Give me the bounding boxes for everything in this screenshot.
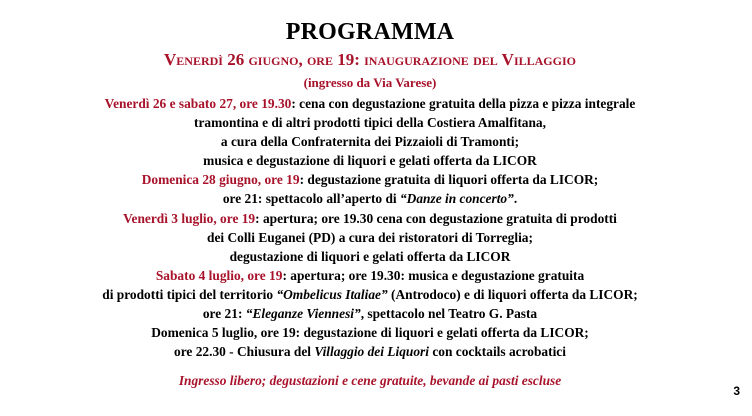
schedule-text: dei Colli Euganei (PD) a cura dei ristoratori di Torreglia; <box>207 229 533 245</box>
schedule-line <box>0 113 740 132</box>
schedule-text: : degustazione gratuita di liquori offerta da LICOR; <box>299 172 599 188</box>
schedule-text: musica e degustazione di liquori e gelati offerta da LICOR <box>203 153 537 169</box>
page-number: 3 <box>733 384 740 398</box>
footer-note: Ingresso libero; degustazioni e cene gratuite, bevande ai pasti escluse <box>178 373 562 388</box>
schedule-line <box>0 228 740 247</box>
schedule-date-label: Domenica 28 giugno, ore 19 <box>141 172 300 188</box>
schedule-line <box>0 247 740 266</box>
schedule-text: con cocktails acrobatici <box>428 344 566 360</box>
schedule-line <box>0 132 740 151</box>
event-title: “Eleganze Viennesi” <box>245 306 361 322</box>
schedule-text: a cura della Confraternita dei Pizzaioli di Tramonti; <box>220 134 520 150</box>
schedule-text: ore 21: <box>202 306 246 322</box>
schedule-line <box>0 189 740 208</box>
schedule-text: , spettacolo nel Teatro G. Pasta <box>360 306 538 322</box>
schedule-text: : cena con degustazione gratuita della pizza e pizza integrale <box>291 96 636 111</box>
schedule-text: tramontina e di altri prodotti tipici della Costiera Amalfitana, <box>194 115 546 131</box>
schedule-line <box>0 304 740 323</box>
entrance-note: (ingresso da Via Varese) <box>303 75 437 90</box>
program-schedule <box>0 94 740 361</box>
schedule-line <box>0 170 740 189</box>
schedule-line <box>0 94 740 113</box>
schedule-date-label: Venerdì 3 luglio, ore 19 <box>123 210 256 226</box>
event-title: Villaggio dei Liquori <box>314 344 429 360</box>
schedule-text: Domenica 5 luglio, ore 19: degustazione di liquori e gelati offerta da LICOR; <box>151 325 589 341</box>
event-title: “Ombelicus Italiae” <box>276 286 388 302</box>
schedule-date-label: Sabato 4 luglio, ore 19 <box>155 267 283 283</box>
schedule-line <box>0 342 740 361</box>
schedule-text: ore 22.30 - Chiusura del <box>174 344 315 360</box>
schedule-line <box>0 323 740 342</box>
schedule-text: . <box>513 191 518 207</box>
schedule-line <box>0 266 740 285</box>
schedule-date-label: Venerdì 26 e sabato 27, ore 19.30 <box>104 96 292 111</box>
schedule-text: (Antrodoco) e di liquori offerta da LICOR; <box>387 286 638 302</box>
schedule-text: di prodotti tipici del territorio <box>102 286 277 302</box>
event-title: “Danze in concerto” <box>399 191 514 207</box>
schedule-text: : apertura; ore 19.30: musica e degustazione gratuita <box>282 267 585 283</box>
opening-announcement: Venerdì 26 giugno, ore 19: inaugurazione del Villaggio <box>164 50 576 69</box>
schedule-text: ore 21: spettacolo all’aperto di <box>222 191 400 207</box>
page-title: PROGRAMMA <box>285 19 455 45</box>
schedule-text: : apertura; ore 19.30 cena con degustazione gratuita di prodotti <box>255 210 617 226</box>
schedule-line <box>0 285 740 304</box>
schedule-text: degustazione di liquori e gelati offerta da LICOR <box>229 248 511 264</box>
schedule-line <box>0 151 740 170</box>
schedule-line <box>0 209 740 228</box>
